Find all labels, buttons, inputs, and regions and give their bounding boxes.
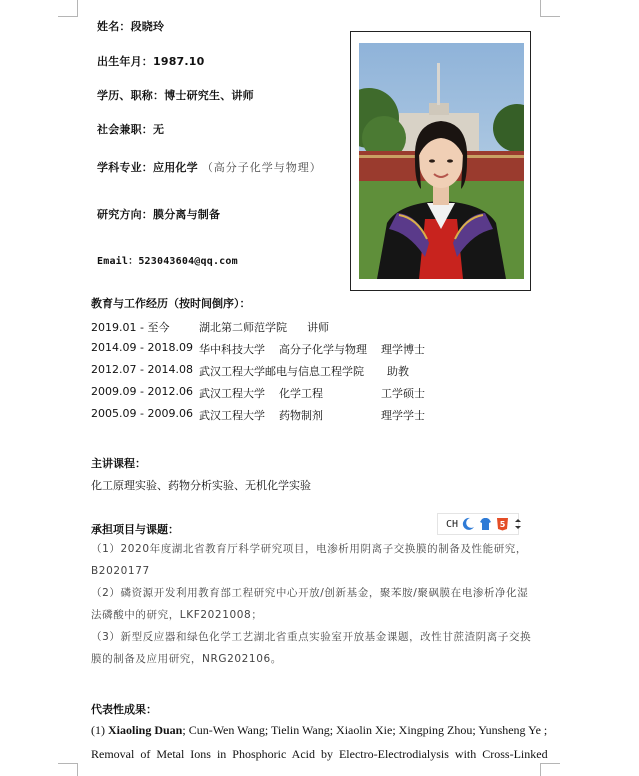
edu-org: 华中科技大学 <box>199 343 265 356</box>
education-title: 教育与工作经历（按时间倒序）： <box>91 297 251 310</box>
scroll-arrows-icon[interactable] <box>513 517 523 531</box>
projects-list <box>91 538 541 670</box>
edu-degree: 工学硕士 <box>381 387 425 400</box>
edu-field: 药物制剂 <box>279 409 323 422</box>
shirt-icon[interactable] <box>479 517 492 531</box>
degree-value: 博士研究生、讲师 <box>164 89 254 102</box>
edu-degree: 理学学士 <box>381 409 425 422</box>
edu-field: 讲师 <box>307 321 329 334</box>
edu-period: 2005.09 - 2009.06 <box>91 407 193 420</box>
edu-field: 化学工程 <box>279 387 323 400</box>
major-value: 应用化学 <box>153 161 198 174</box>
ime-lang-toggle[interactable]: CH <box>446 518 459 530</box>
publications-title: 代表性成果： <box>91 703 157 716</box>
edu-org: 武汉工程大学 <box>199 409 265 422</box>
project-line: 法磷酸中的研究，LKF2021008； <box>91 609 263 621</box>
edu-period: 2009.09 - 2012.06 <box>91 385 193 398</box>
publication-first-author: Xiaoling Duan <box>108 723 183 737</box>
corner-mark <box>540 0 541 17</box>
birth-field <box>97 53 205 69</box>
publication-authors: ; Cun-Wen Wang; Tielin Wang; Xiaolin Xie; Xingping Zhou; Yunsheng Ye ; <box>182 723 548 737</box>
courses-title: 主讲课程： <box>91 457 146 470</box>
ime-toolbar[interactable] <box>437 513 519 535</box>
corner-mark <box>540 763 560 764</box>
edu-period: 2012.07 - 2014.08 <box>91 363 193 376</box>
birth-label: 出生年月： <box>97 55 153 68</box>
major-detail: （高分子化学与物理） <box>201 161 322 174</box>
project-line: （2）磷资源开发利用教育部工程研究中心开放/创新基金，聚苯胺/聚砜膜在电渗析净化湿 <box>91 587 529 599</box>
edu-field: 助教 <box>387 365 409 378</box>
courses-text: 化工原理实验、药物分析实验、无机化学实验 <box>91 479 311 492</box>
publication-title-line: Removal of Metal Ions in Phosphoric Acid by Electro-Electrodialysis with Cross-Linked <box>91 747 548 761</box>
degree-label: 学历、职称： <box>97 89 165 102</box>
social-field <box>97 121 164 137</box>
research-field <box>97 206 220 222</box>
edu-field: 高分子化学与物理 <box>279 343 367 356</box>
project-line: （1）2020年度湖北省教育厅科学研究项目，电渗析用阴离子交换膜的制备及性能研究， <box>91 543 528 555</box>
html5-icon[interactable] <box>496 517 509 531</box>
email-field <box>97 252 238 267</box>
social-value: 无 <box>153 123 165 136</box>
svg-text:5: 5 <box>499 520 506 529</box>
name-field <box>97 18 164 34</box>
publication-line <box>91 723 547 738</box>
publication-prefix: (1) <box>91 723 108 737</box>
research-label: 研究方向： <box>97 208 153 221</box>
corner-mark <box>77 763 78 776</box>
email-value: 523043604@qq.com <box>138 256 238 267</box>
portrait-frame <box>350 31 531 291</box>
project-line: （3）新型反应器和绿色化学工艺湖北省重点实验室开放基金课题，改性甘蔗渣阴离子交换 <box>91 631 532 643</box>
major-field <box>97 159 322 175</box>
edu-org: 武汉工程大学 <box>199 387 265 400</box>
edu-degree: 理学博士 <box>381 343 425 356</box>
edu-period: 2019.01 - 至今 <box>91 321 170 334</box>
project-line: B2020177 <box>91 565 150 577</box>
corner-mark <box>540 16 560 17</box>
portrait-photo <box>359 43 524 279</box>
edu-org: 湖北第二师范学院 <box>199 321 287 334</box>
email-label: Email： <box>97 256 139 267</box>
degree-field <box>97 87 254 103</box>
corner-mark <box>58 16 78 17</box>
project-line: 膜的制备及应用研究，NRG202106。 <box>91 653 282 665</box>
social-label: 社会兼职： <box>97 123 153 136</box>
projects-title: 承担项目与课题： <box>91 523 179 536</box>
moon-icon[interactable] <box>462 517 475 531</box>
corner-mark <box>77 0 78 17</box>
name-value: 段晓玲 <box>130 20 165 33</box>
corner-mark <box>58 763 78 764</box>
major-label: 学科专业： <box>97 161 153 174</box>
edu-org: 武汉工程大学邮电与信息工程学院 <box>199 365 364 378</box>
corner-mark <box>540 763 541 776</box>
edu-period: 2014.09 - 2018.09 <box>91 341 193 354</box>
research-value: 膜分离与制备 <box>153 208 221 221</box>
birth-value: 1987.10 <box>153 55 205 68</box>
name-label: 姓名： <box>97 20 131 33</box>
